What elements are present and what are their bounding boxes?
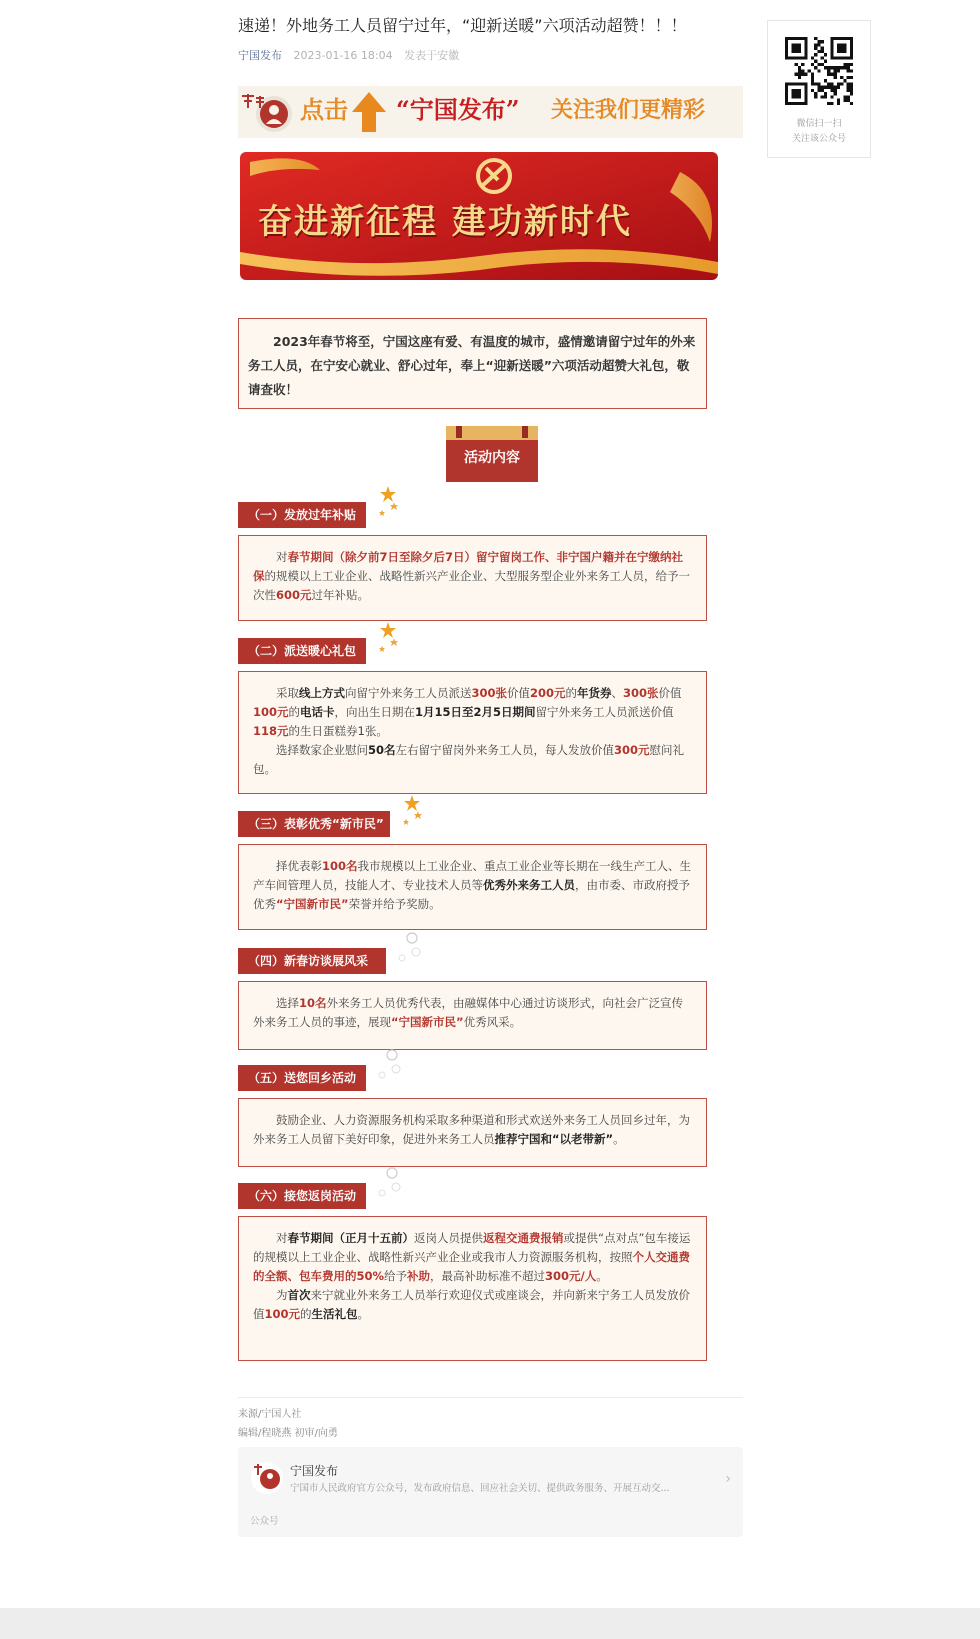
text-run: 选择 [276,996,299,1010]
text-run: 左右留宁留岗外来务工人员，每人发放价值 [395,743,615,757]
highlight-run: 200元 [530,686,566,700]
text-run: 过年补贴。 [311,588,370,602]
account-avatar [250,1461,284,1495]
highlight-run: 年货券 [577,686,612,700]
section-content-box [238,535,707,621]
text-run: 鼓励企业、人力资源服务机构采取多种渠道和形式欢送外来务工人员回乡过年，为外来务工人员留下美好印象，促进外来务工人员 [253,1113,690,1146]
account-card-type: 公众号 [250,1516,279,1527]
text-run: 的 [565,686,578,700]
highlight-run: 50名 [368,743,396,757]
text-run: ，向出生日期在 [334,705,416,719]
highlight-run: 返程交通费报销 [483,1231,564,1245]
page-bottom-strip [0,1608,980,1639]
section-paragraph [253,1229,692,1286]
highlight-run: 电话卡 [300,705,335,719]
highlight-run: 300张 [623,686,659,700]
text-run: 来宁就业外来务工人员举行欢迎仪式或座谈会，并向新来宁务工人员发放价值 [253,1288,690,1321]
text-run: 荣誉并给予奖励。 [348,897,441,911]
highlight-run: 补助 [407,1269,431,1283]
article-title: 速递！外地务工人员留宁过年，“迎新送暖”六项活动超赞！！！ [238,16,687,35]
account-link[interactable]: 宁国发布 [238,49,282,62]
up-arrow-icon [350,90,388,134]
text-run: 优秀风采。 [463,1015,522,1029]
account-card-name: 宁国发布 [290,1464,339,1478]
text-run: 外来务工人员优秀代表，由融媒体中心通过访谈形式，向社会广泛宣传外来务工人员的事迹，展现 [253,996,684,1029]
account-logo-icon [240,90,298,134]
highlight-run: 118元 [253,724,289,738]
text-run: 返岗人员提供 [414,1231,483,1245]
star-decoration-icon [374,620,404,656]
section-paragraph [253,548,692,605]
section-content-box [238,1098,707,1167]
source-line: 来源/宁国人社 [238,1409,302,1420]
publish-date: 2023-01-16 18:04 [293,49,393,62]
follow-banner[interactable] [238,86,743,138]
publish-location: 发表于安徽 [404,49,460,62]
section-tag: （四）新春访谈展风采 [238,948,386,974]
highlight-run: 300元 [614,743,650,757]
follow-click-text: 点击 [300,95,348,124]
follow-account-name: “宁国发布” [396,95,520,124]
section-tag: （五）送您回乡活动 [238,1065,366,1091]
text-run: ，由市委、市政府授予优秀 [253,878,690,911]
qr-caption [768,117,870,147]
editor-line: 编辑/程晓燕 初审/向勇 [238,1428,338,1439]
highlight-run: 线上方式 [299,686,345,700]
text-run: 的 [300,1307,312,1321]
text-run: 。 [596,1269,608,1283]
section-paragraph [253,994,692,1032]
section-paragraph [253,857,692,914]
intro-text: 2023年春节将至，宁国这座有爱、有温度的城市，盛情邀请留宁过年的外来务工人员，在宁安心就业、舒心过年，奉上“迎新送暖”六项活动超赞大礼包，敬请查收！ [248,334,696,397]
bubble-decoration-icon [394,930,424,966]
section-content-box [238,671,707,794]
text-run: 的生日蛋糕券1张。 [288,724,388,738]
hero-banner [240,152,740,287]
qr-caption-line1: 微信扫一扫 [796,119,842,129]
text-run: ，最高补助标准不超过 [430,1269,546,1283]
text-run: 慰问礼包。 [253,743,685,776]
intro-box [238,318,707,409]
text-run: 采取 [276,686,299,700]
section-content-box [238,844,707,930]
highlight-run: 首次 [287,1288,311,1302]
highlight-run: 优秀外来务工人员 [483,878,575,892]
section-content-box [238,981,707,1050]
highlight-run: 推荐宁国和“以老带新” [494,1132,614,1146]
text-run: 选择数家企业慰问 [276,743,368,757]
highlight-run: 100名 [322,859,358,873]
star-decoration-icon [398,793,428,829]
text-run: 价值 [507,686,531,700]
highlight-run: 600元 [276,588,312,602]
qr-caption-line2: 关注该公众号 [791,134,846,144]
highlight-run: 春节期间（正月十五前） [287,1231,414,1245]
follow-more-text: 关注我们更精彩 [551,97,706,123]
text-run: 给予 [384,1269,408,1283]
section-tag: （六）接您返岗活动 [238,1183,366,1209]
text-run: 、 [611,686,624,700]
highlight-run: 300元/人 [545,1269,597,1283]
bubble-decoration-icon [374,1165,404,1201]
activity-content-badge [446,426,538,482]
activity-content-label: 活动内容 [464,450,520,466]
text-run: 对 [276,1231,288,1245]
text-run: 留宁外来务工人员派送价值 [535,705,674,719]
highlight-run: “宁国新市民” [391,1015,464,1029]
highlight-run: 10名 [299,996,327,1010]
section-paragraph [253,741,692,779]
qr-code-card [767,20,871,158]
section-tag: （一）发放过年补贴 [238,502,366,528]
highlight-run: 100元 [253,705,289,719]
highlight-run: “宁国新市民” [276,897,349,911]
section-paragraph [253,1111,692,1149]
section-tag: （三）表彰优秀“新市民” [238,811,390,837]
text-run: 。 [357,1307,370,1321]
hero-slogan: 奋进新征程 建功新时代 [258,202,632,242]
highlight-run: 1月15日至2月5日期间 [415,705,536,719]
bubble-decoration-icon [374,1047,404,1083]
article-meta [238,47,459,63]
account-card[interactable] [238,1447,743,1537]
highlight-run: 春节期间（除夕前7日至除夕后7日）留宁留岗工作、非宁国户籍并在宁缴纳社保 [253,550,683,583]
section-paragraph [253,684,692,741]
text-run: 我市规模以上工业企业、重点工业企业等长期在一线生产工人、生产车间管理人员，技能人才、专业技术人员等 [253,859,692,892]
text-run: 的规模以上工业企业、战略性新兴产业企业、大型服务型企业外来务工人员，给予一次性 [253,569,690,602]
text-run: 。 [613,1132,625,1146]
text-run: 或提供“点对点”包车接运的规模以上工业企业、战略性新兴产业企业或我市人力资源服务机构，按照 [253,1231,691,1264]
chevron-right-icon: › [725,1471,731,1487]
footer-divider [238,1397,743,1398]
text-run: 价值 [658,686,682,700]
account-card-description: 宁国市人民政府官方公众号，发布政府信息、回应社会关切、提供政务服务、开展互动交... [290,1483,670,1494]
highlight-run: 生活礼包 [311,1307,358,1321]
section-paragraph [253,1286,692,1324]
star-decoration-icon [374,484,404,520]
text-run: 对 [276,550,288,564]
highlight-run: 100元 [264,1307,301,1321]
highlight-run: 个人交通费的全额、包车费用的50% [253,1250,690,1283]
section-tag: （二）派送暖心礼包 [238,638,366,664]
text-run: 择优表彰 [276,859,322,873]
section-content-box [238,1216,707,1361]
text-run: 的 [288,705,301,719]
qr-code-icon [785,37,853,105]
text-run: 向留宁外来务工人员派送 [345,686,472,700]
text-run: 为 [276,1288,288,1302]
highlight-run: 300张 [471,686,508,700]
article-source [238,1405,338,1443]
